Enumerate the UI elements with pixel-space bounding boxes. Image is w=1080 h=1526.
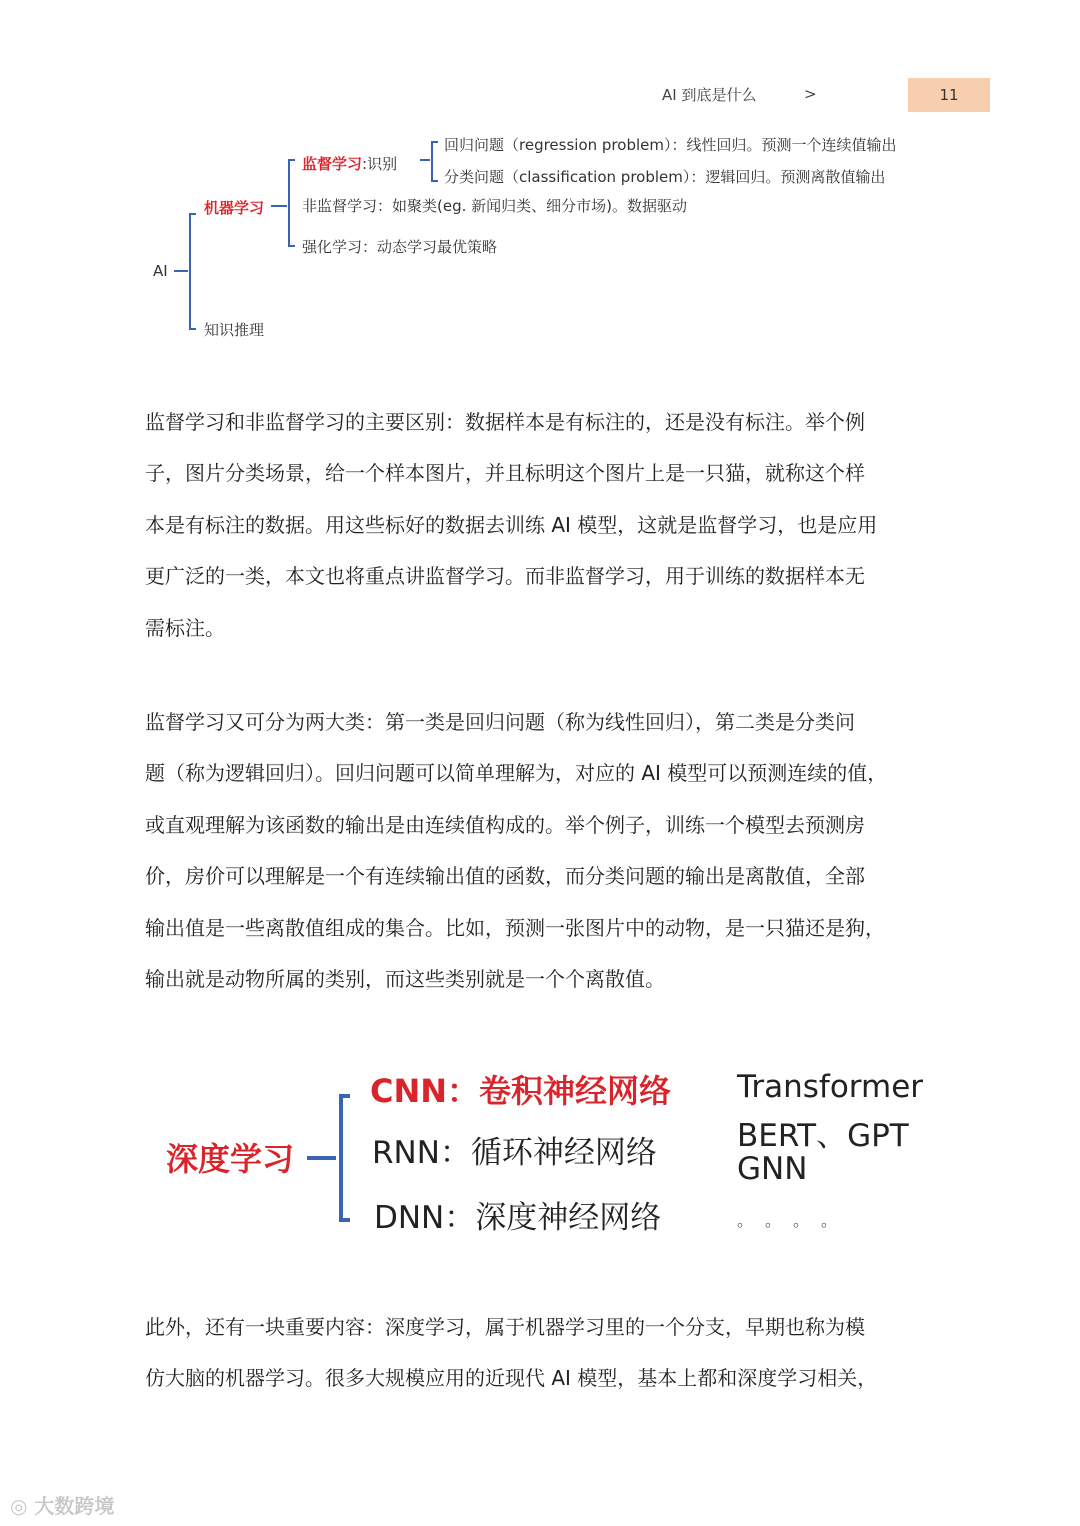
text-line: 需标注。 (145, 615, 225, 640)
text-line: 仿大脑的机器学习。很多大规模应用的近现代 AI 模型，基本上都和深度学习相关， (145, 1366, 878, 1391)
node-knowledge-reasoning: 知识推理 (204, 321, 265, 339)
running-header-title: AI 到底是什么 (662, 86, 757, 104)
text-line: 输出值是一些离散值组成的集合。比如，预测一张图片中的动物，是一只猫还是狗， (145, 915, 885, 940)
text-line: 此外，还有一块重要内容：深度学习，属于机器学习里的一个分支，早期也称为模 (145, 1315, 865, 1339)
watermark-text: 大数跨境 (34, 1494, 115, 1518)
watermark-logo (10, 1490, 114, 1519)
text-line: 监督学习又可分为两大类：第一类是回归问题（称为线性回归），第二类是分类问 (145, 710, 855, 734)
text-line: 更广泛的一类，本文也将重点讲监督学习。而非监督学习，用于训练的数据样本无 (145, 564, 865, 589)
model-transformer: Transformer (737, 1069, 924, 1105)
text-line: 题（称为逻辑回归）。回归问题可以简单理解为，对应的 AI 模型可以预测连续的值， (145, 761, 888, 786)
node-classification: 分类问题（classification problem）：逻辑回归。预测离散值输出 (444, 168, 886, 186)
text-line: 或直观理解为该函数的输出是由连续值构成的。举个例子，训练一个模型去预测房 (145, 812, 865, 837)
node-cnn: CNN：卷积神经网络 (370, 1072, 672, 1110)
node-reinforcement: 强化学习：动态学习最优策略 (302, 238, 498, 256)
node-dnn: DNN：深度神经网络 (374, 1200, 662, 1236)
node-deep-learning: 深度学习 (166, 1140, 295, 1178)
page-number-text: 11 (939, 86, 959, 104)
node-supervised-suffix: :识别 (362, 155, 398, 173)
ellipsis-dots: 。。。。 (737, 1211, 858, 1230)
bracket-dl (341, 1096, 350, 1220)
paragraph-deep-learning (145, 1302, 945, 1405)
node-supervised-label: 监督学习 (302, 155, 363, 173)
text-line: 输出就是动物所属的类别，而这些类别就是一个个离散值。 (145, 966, 665, 991)
node-ai: AI (153, 262, 168, 280)
text-line: 监督学习和非监督学习的主要区别：数据样本是有标注的，还是没有标注。举个例 (145, 410, 865, 434)
text-line: 子，图片分类场景，给一个样本图片，并且标明这个图片上是一只猫，就称这个样 (145, 461, 865, 486)
watermark-icon: ◎ (10, 1494, 28, 1518)
text-line: 本是有标注的数据。用这些标好的数据去训练 AI 模型，这就是监督学习，也是应用 (145, 512, 878, 537)
node-regression: 回归问题（regression problem）：线性回归。预测一个连续值输出 (444, 136, 897, 154)
model-bert-gpt: BERT、GPT (737, 1118, 909, 1154)
text-line: 价，房价可以理解是一个有连续输出值的函数，而分类问题的输出是离散值，全部 (145, 864, 865, 889)
model-gnn: GNN (737, 1151, 808, 1187)
node-rnn: RNN：循环神经网络 (372, 1135, 657, 1171)
running-header-arrow: > (804, 85, 817, 103)
node-machine-learning: 机器学习 (204, 199, 265, 217)
node-unsupervised: 非监督学习：如聚类(eg. 新闻归类、细分市场)。数据驱动 (302, 197, 687, 215)
